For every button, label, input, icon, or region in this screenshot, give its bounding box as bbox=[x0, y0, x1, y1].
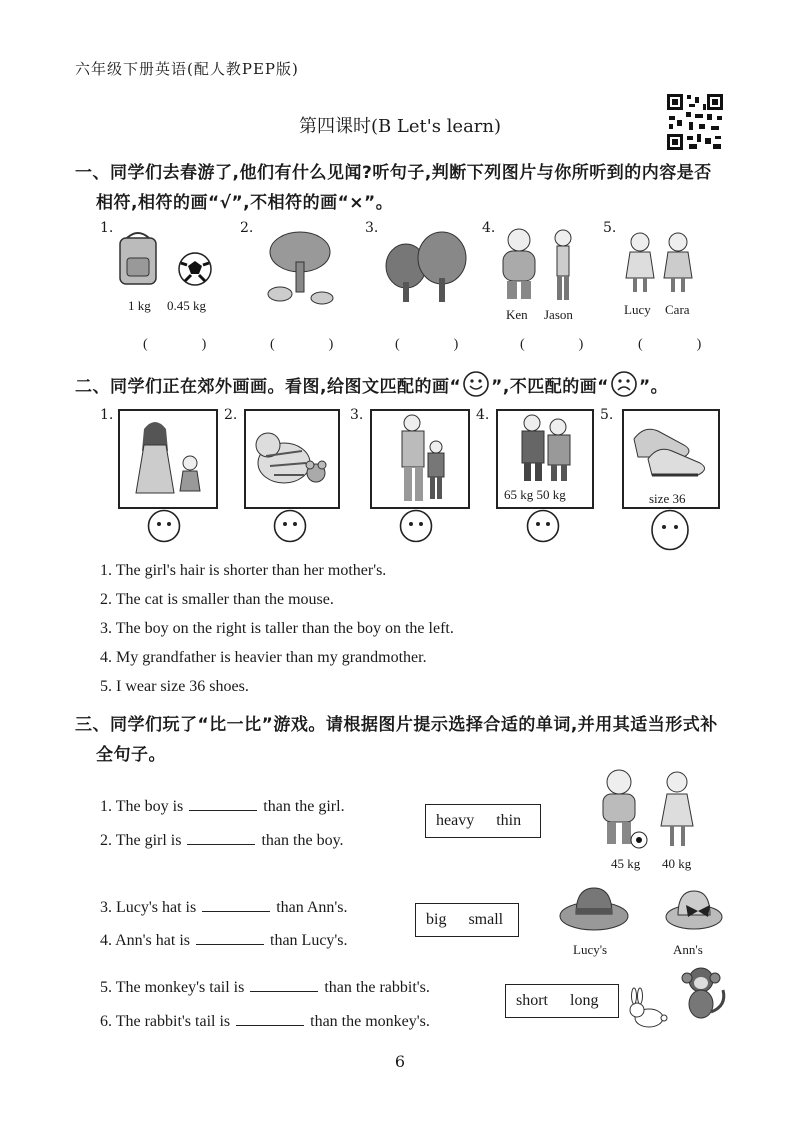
trees-icon bbox=[382, 230, 472, 305]
rabbit-icon bbox=[625, 988, 669, 1030]
answer-blank[interactable] bbox=[250, 975, 318, 992]
two-boys-icon bbox=[497, 226, 583, 304]
fill-sentence-4 bbox=[100, 928, 348, 950]
fill-sentence-5 bbox=[100, 975, 430, 997]
picture-cat-mouse bbox=[244, 409, 340, 509]
sentence-start: 3. Lucy's hat is bbox=[100, 899, 197, 916]
word-option: short bbox=[516, 992, 548, 1009]
section3-instruction-line2: 全句子。 bbox=[96, 745, 166, 765]
fill-sentence-6 bbox=[100, 1009, 430, 1031]
section1-instruction-line1: 一、同学们去春游了,他们有什么见闻?听句子,判断下列图片与你所听到的内容是否 bbox=[75, 163, 712, 183]
sentence-end: than the monkey's. bbox=[310, 1013, 430, 1030]
caption-45kg: 45 kg bbox=[611, 856, 641, 871]
tall-and-short-boys-icon bbox=[372, 411, 468, 507]
caption-cara: Cara bbox=[665, 302, 690, 317]
answer-face-icon[interactable] bbox=[273, 509, 307, 543]
picture-mother-daughter bbox=[118, 409, 218, 509]
word-box bbox=[505, 984, 619, 1018]
smiley-face-icon bbox=[462, 370, 490, 398]
answer-parentheses[interactable]: ( ) bbox=[395, 337, 479, 352]
answer-blank[interactable] bbox=[196, 928, 264, 945]
word-option: small bbox=[468, 911, 504, 928]
sentence-end: than the rabbit's. bbox=[324, 979, 430, 996]
big-hat-icon bbox=[558, 882, 630, 934]
sentence-start: 4. Ann's hat is bbox=[100, 932, 190, 949]
mother-and-daughter-icon bbox=[120, 411, 216, 507]
answer-parentheses[interactable]: ( ) bbox=[520, 337, 604, 352]
section1-instruction-line2: 相符,相符的画“√”,不相符的画“×”。 bbox=[96, 193, 394, 213]
page-number: 6 bbox=[394, 1052, 406, 1071]
answer-parentheses[interactable]: ( ) bbox=[638, 337, 722, 352]
backpack-and-ball-icon bbox=[115, 233, 225, 293]
item-number: 2. bbox=[240, 220, 254, 236]
sentence-end: than the girl. bbox=[263, 798, 345, 815]
book-header: 六年级下册英语(配人教PEP版) bbox=[75, 60, 299, 78]
section2-instruction-part-c: ”。 bbox=[638, 376, 669, 397]
sad-face-icon bbox=[610, 370, 638, 398]
picture-number: 5. bbox=[600, 407, 614, 423]
fill-sentence-2 bbox=[100, 828, 344, 850]
two-girls-icon bbox=[620, 230, 700, 296]
sentence-start: 1. The boy is bbox=[100, 798, 184, 815]
picture-number: 4. bbox=[476, 407, 490, 423]
caption-weights: 65 kg 50 kg bbox=[504, 487, 566, 502]
item-number: 4. bbox=[482, 220, 496, 236]
caption-lucys: Lucy's bbox=[573, 942, 608, 957]
caption-40kg: 40 kg bbox=[662, 856, 692, 871]
cat-and-mouse-icon bbox=[246, 411, 338, 507]
answer-face-icon[interactable] bbox=[526, 509, 560, 543]
caption-size: size 36 bbox=[649, 491, 686, 506]
sentence-start: 2. The girl is bbox=[100, 832, 182, 849]
caption-lucy: Lucy bbox=[624, 302, 651, 317]
word-option: long bbox=[570, 992, 599, 1009]
picture-number: 3. bbox=[350, 407, 364, 423]
sentence-5: 5. I wear size 36 shoes. bbox=[100, 678, 249, 695]
section2-instruction-part-b: ”,不匹配的画“ bbox=[491, 376, 609, 397]
answer-parentheses[interactable]: ( ) bbox=[143, 337, 227, 352]
answer-face-icon[interactable] bbox=[650, 509, 690, 551]
item-number: 3. bbox=[365, 220, 379, 236]
small-hat-icon bbox=[662, 885, 726, 933]
caption-ken: Ken bbox=[506, 307, 528, 322]
sentence-1: 1. The girl's hair is shorter than her mother's. bbox=[100, 562, 387, 579]
answer-parentheses[interactable]: ( ) bbox=[270, 337, 354, 352]
word-box bbox=[425, 804, 541, 838]
caption-anns: Ann's bbox=[673, 942, 703, 957]
answer-blank[interactable] bbox=[187, 828, 255, 845]
shoes-icon bbox=[624, 411, 718, 481]
caption-045kg: 0.45 kg bbox=[167, 298, 206, 313]
answer-blank[interactable] bbox=[236, 1009, 304, 1026]
fill-sentence-1 bbox=[100, 794, 345, 816]
word-option: big bbox=[426, 911, 447, 928]
section3-instruction-line1: 三、同学们玩了“比一比”游戏。请根据图片提示选择合适的单词,并用其适当形式补 bbox=[75, 715, 718, 735]
item-number: 5. bbox=[603, 220, 617, 236]
sentence-2: 2. The cat is smaller than the mouse. bbox=[100, 591, 334, 608]
tree-with-cats-icon bbox=[262, 232, 342, 310]
sentence-end: than the boy. bbox=[261, 832, 344, 849]
sentence-start: 6. The rabbit's tail is bbox=[100, 1013, 231, 1030]
picture-number: 1. bbox=[100, 407, 114, 423]
sentence-end: than Lucy's. bbox=[270, 932, 348, 949]
section2-instruction-part-a: 二、同学们正在郊外画画。看图,给图文匹配的画“ bbox=[75, 376, 462, 397]
boy-and-girl-icon bbox=[595, 768, 705, 852]
item-number: 1. bbox=[100, 220, 114, 236]
answer-blank[interactable] bbox=[202, 895, 270, 912]
sentence-4: 4. My grandfather is heavier than my grandmother. bbox=[100, 649, 427, 666]
word-option: heavy bbox=[436, 812, 475, 829]
caption-jason: Jason bbox=[544, 307, 573, 322]
section2-instruction bbox=[75, 370, 668, 398]
answer-blank[interactable] bbox=[189, 794, 257, 811]
word-option: thin bbox=[496, 812, 522, 829]
picture-two-boys bbox=[370, 409, 470, 509]
monkey-icon bbox=[677, 966, 729, 1026]
lesson-title: 第四课时(B Let's learn) bbox=[298, 116, 502, 137]
word-box bbox=[415, 903, 519, 937]
answer-face-icon[interactable] bbox=[147, 509, 181, 543]
sentence-end: than Ann's. bbox=[276, 899, 348, 916]
sentence-start: 5. The monkey's tail is bbox=[100, 979, 245, 996]
fill-sentence-3 bbox=[100, 895, 348, 917]
caption-1kg: 1 kg bbox=[128, 298, 151, 313]
picture-number: 2. bbox=[224, 407, 238, 423]
grandparents-icon bbox=[498, 411, 592, 483]
sentence-3: 3. The boy on the right is taller than the boy on the left. bbox=[100, 620, 454, 637]
answer-face-icon[interactable] bbox=[399, 509, 433, 543]
